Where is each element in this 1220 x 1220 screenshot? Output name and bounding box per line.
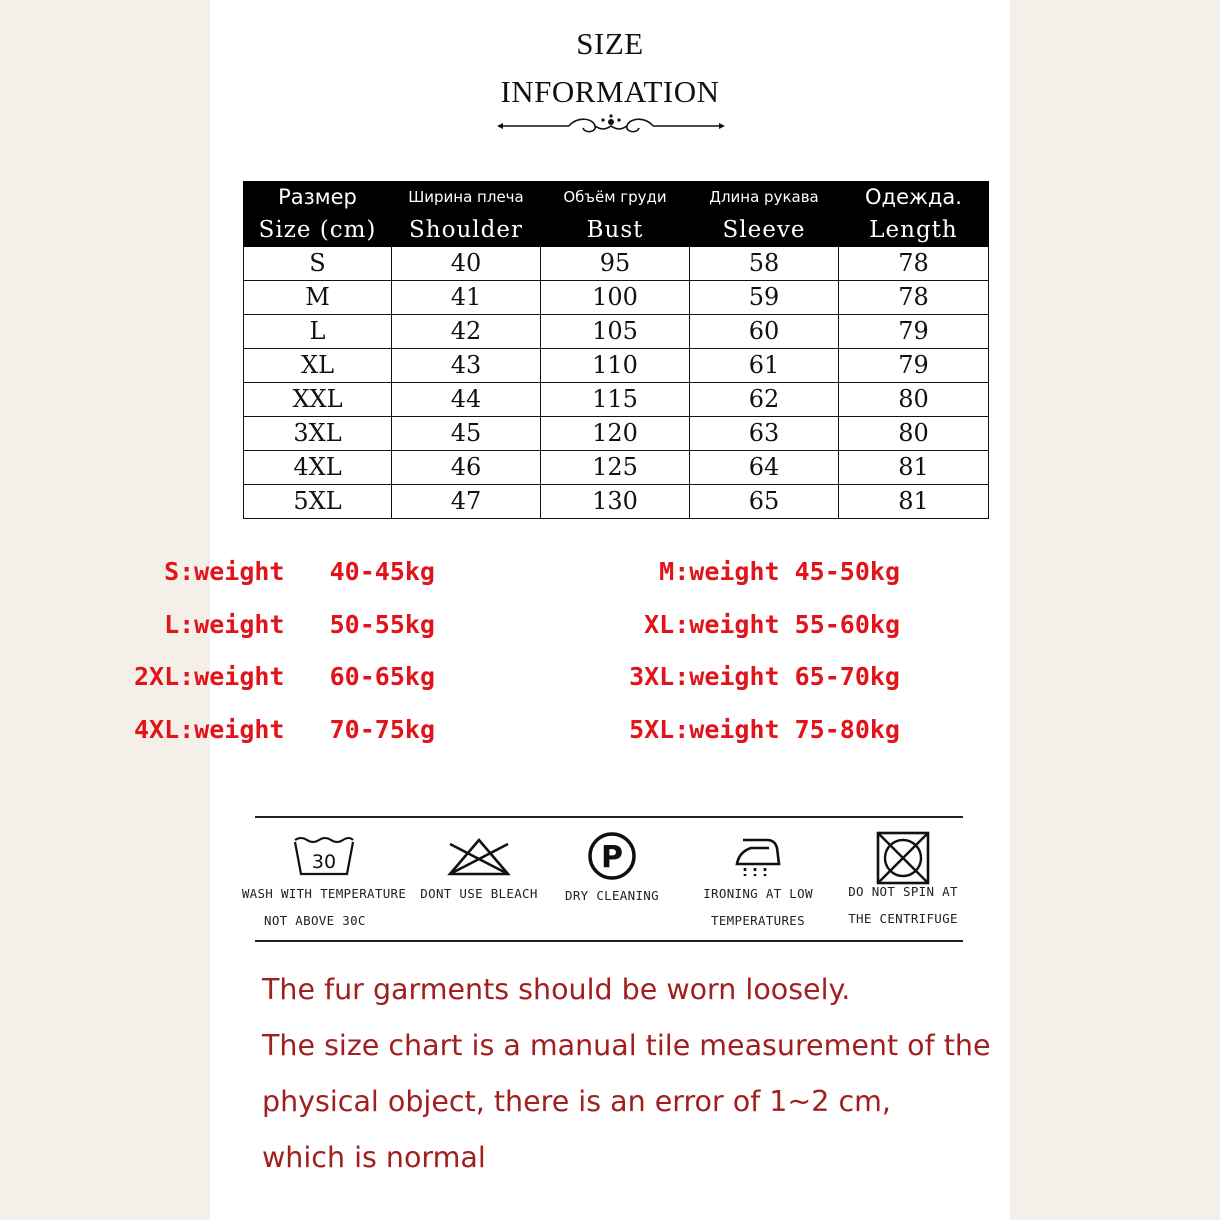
table-row <box>244 485 989 519</box>
header-ru-sleeve: Длина рукава <box>690 182 839 214</box>
table-row <box>244 383 989 417</box>
title-line-1: SIZE <box>576 26 644 61</box>
table-row <box>244 451 989 485</box>
table-cell: 79 <box>839 315 989 349</box>
table-row <box>244 349 989 383</box>
care-wash-line2: NOT ABOVE 30C <box>264 913 366 928</box>
weight-guide-2xl: 2XL:weight 60-65kg <box>133 662 435 691</box>
dry-clean-p-icon <box>584 830 640 882</box>
note-line-4: which is normal <box>262 1141 486 1174</box>
table-cell: 105 <box>541 315 690 349</box>
table-cell: 5XL <box>244 485 392 519</box>
care-wash-line1: WASH WITH TEMPERATURE <box>241 886 407 901</box>
care-iron-line2: TEMPERATURES <box>711 913 805 928</box>
table-cell: 58 <box>690 247 839 281</box>
care-spin-line1: DO NOT SPIN AT <box>848 884 958 899</box>
no-bleach-icon <box>444 834 514 880</box>
title-line-2: INFORMATION <box>500 74 720 109</box>
table-cell: 45 <box>392 417 541 451</box>
header-row-ru <box>244 182 989 214</box>
weight-guide-l: L:weight 50-55kg <box>164 610 435 639</box>
iron-low-icon <box>733 834 783 880</box>
table-cell: 95 <box>541 247 690 281</box>
header-ru-bust: Объём груди <box>541 182 690 214</box>
weight-guide-s: S:weight 40-45kg <box>164 557 435 586</box>
svg-text:P: P <box>601 840 623 875</box>
weight-guide-m: M:weight 45-50kg <box>659 557 900 586</box>
table-cell: XXL <box>244 383 392 417</box>
table-cell: 42 <box>392 315 541 349</box>
table-cell: 41 <box>392 281 541 315</box>
table-cell: 79 <box>839 349 989 383</box>
note-line-2: The size chart is a manual tile measurement of the <box>262 1029 991 1062</box>
table-cell: 43 <box>392 349 541 383</box>
header-en-shoulder: Shoulder <box>392 214 541 247</box>
note-line-3: physical object, there is an error of 1~2 cm, <box>262 1085 891 1118</box>
care-spin <box>840 830 966 932</box>
table-cell: 47 <box>392 485 541 519</box>
care-dry-clean-line1: DRY CLEANING <box>565 888 659 903</box>
weight-guide-4xl: 4XL:weight 70-75kg <box>133 715 435 744</box>
table-cell: M <box>244 281 392 315</box>
table-cell: 3XL <box>244 417 392 451</box>
table-cell: 130 <box>541 485 690 519</box>
table-cell: 100 <box>541 281 690 315</box>
header-ru-length: Одежда. <box>839 182 989 214</box>
size-table <box>243 181 989 519</box>
weight-guide-5xl: 5XL:weight 75-80kg <box>629 715 900 744</box>
care-bleach <box>412 834 546 907</box>
care-wash <box>238 834 410 934</box>
table-cell: 62 <box>690 383 839 417</box>
table-cell: 120 <box>541 417 690 451</box>
note-line-1: The fur garments should be worn loosely. <box>262 973 851 1006</box>
care-spin-line2: THE CENTRIFUGE <box>848 911 958 926</box>
table-cell: 61 <box>690 349 839 383</box>
table-cell: 125 <box>541 451 690 485</box>
table-cell: 60 <box>690 315 839 349</box>
wash-30-icon <box>291 834 357 880</box>
care-bottom-divider <box>255 940 963 942</box>
table-cell: 65 <box>690 485 839 519</box>
header-en-sleeve: Sleeve <box>690 214 839 247</box>
header-ru-shoulder: Ширина плеча <box>392 182 541 214</box>
header-en-size: Size (cm) <box>244 214 392 247</box>
table-cell: 80 <box>839 383 989 417</box>
table-cell: 110 <box>541 349 690 383</box>
table-cell: 78 <box>839 247 989 281</box>
table-cell: L <box>244 315 392 349</box>
care-top-divider <box>255 816 963 818</box>
table-cell: 40 <box>392 247 541 281</box>
table-cell: 78 <box>839 281 989 315</box>
care-dry-clean <box>552 830 672 909</box>
care-iron <box>690 834 826 934</box>
table-cell: 81 <box>839 485 989 519</box>
table-cell: 59 <box>690 281 839 315</box>
svg-text:30: 30 <box>311 851 337 873</box>
table-cell: 44 <box>392 383 541 417</box>
header-en-length: Length <box>839 214 989 247</box>
table-row <box>244 315 989 349</box>
table-cell: XL <box>244 349 392 383</box>
table-cell: 46 <box>392 451 541 485</box>
header-en-bust: Bust <box>541 214 690 247</box>
care-bleach-line1: DONT USE BLEACH <box>420 886 538 901</box>
weight-guide-3xl: 3XL:weight 65-70kg <box>629 662 900 691</box>
table-cell: 4XL <box>244 451 392 485</box>
table-cell: 64 <box>690 451 839 485</box>
weight-guide-xl: XL:weight 55-60kg <box>644 610 900 639</box>
table-cell: 81 <box>839 451 989 485</box>
header-ru-size: Размер <box>244 182 392 214</box>
table-row <box>244 247 989 281</box>
header-row-en <box>244 214 989 247</box>
table-cell: 80 <box>839 417 989 451</box>
table-cell: S <box>244 247 392 281</box>
flourish-divider-icon <box>495 112 727 140</box>
table-row <box>244 417 989 451</box>
care-iron-line1: IRONING AT LOW <box>703 886 813 901</box>
table-cell: 115 <box>541 383 690 417</box>
table-row <box>244 281 989 315</box>
table-cell: 63 <box>690 417 839 451</box>
